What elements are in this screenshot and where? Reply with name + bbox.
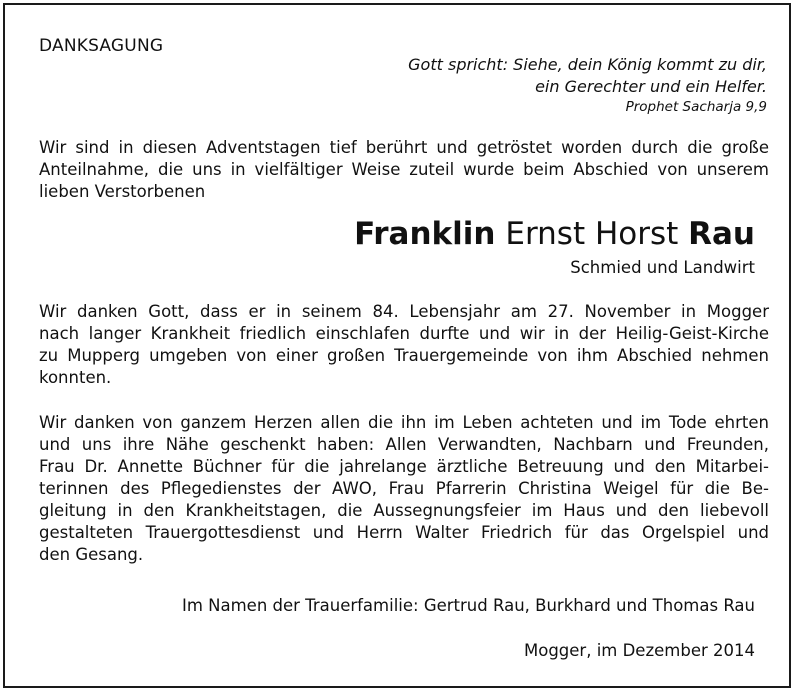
quote-line-2: ein Gerechter und ein Helfer. [535,77,767,96]
thanks-people-line-2: und uns ihre Nähe geschenkt haben: Allen Verwandten, Nachbarn und Freunden, [39,435,769,454]
thanks-people-line-3: Frau Dr. Annette Büchner für die jahrelange ärztliche Betreuung und den Mitarbei- [39,457,769,476]
thanks-god-line-3: zu Mupperg umgeben von einer großen Trauergemeinde von ihm Abschied nehmen [39,346,769,365]
heading: DANKSAGUNG [39,36,164,56]
thanks-people-paragraph [39,412,769,566]
intro-line-3: lieben Verstorbenen [39,182,206,201]
thanks-god-line-2: nach langer Krankheit friedlich einschlafen durfte und wir in der Heilig-Geist-Kirche [39,324,769,343]
thanks-god-line-1: Wir danken Gott, dass er in seinem 84. Lebensjahr am 27. November in Mogger [39,302,769,321]
thanks-god-line-4: konnten. [39,368,112,387]
thanks-people-line-7: den Gesang. [39,545,144,564]
intro-line-1: Wir sind in diesen Adventstagen tief berührt und getröstet worden durch die große [39,138,769,157]
place-date: Mogger, im Dezember 2014 [524,641,755,660]
intro-line-2: Anteilnahme, die uns in vielfältiger Weise zuteil wurde beim Abschied von unserem [39,160,769,179]
quote-reference: Prophet Sacharja 9,9 [625,99,767,115]
middle-names: Ernst Horst [505,216,679,252]
quote-line-1: Gott spricht: Siehe, dein König kommt zu dir, [408,55,767,74]
first-name: Franklin [354,216,496,252]
intro-paragraph [39,137,769,203]
thanks-god-paragraph [39,301,769,389]
last-name: Rau [688,216,755,252]
thanks-people-line-1: Wir danken von ganzem Herzen allen die ihn im Leben achteten und im Tode ehrten [39,413,769,432]
thanks-people-line-4: terinnen des Pflegedienstes der AWO, Frau Pfarrerin Christina Weigel für die Be- [39,479,769,498]
deceased-name [354,215,755,253]
thanks-people-line-6: gestalteten Trauergottesdienst und Herrn Walter Friedrich für das Orgelspiel und [39,523,769,542]
bible-quote [408,54,767,117]
occupation: Schmied und Landwirt [570,258,755,277]
obituary-notice [3,3,791,688]
family-signature: Im Namen der Trauerfamilie: Gertrud Rau, Burkhard und Thomas Rau [181,596,755,615]
thanks-people-line-5: gleitung in den Krankheitstagen, die Aussegnungsfeier im Haus und den liebevoll [39,501,769,520]
